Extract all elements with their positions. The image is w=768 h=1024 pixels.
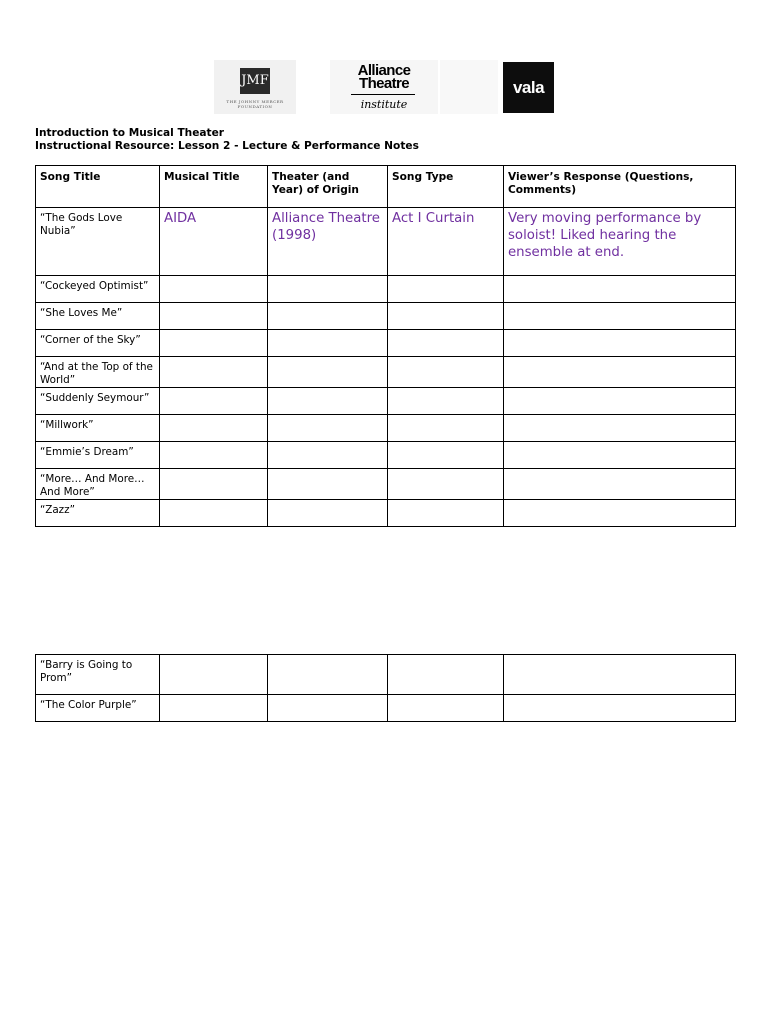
song-type-cell[interactable]: Act I Curtain: [388, 208, 504, 276]
vala-logo: vala: [503, 62, 554, 113]
column-header-musical-title: Musical Title: [160, 166, 268, 208]
table-row: [36, 276, 736, 303]
table-row: [36, 500, 736, 527]
table-row: [36, 469, 736, 500]
jmf-monogram: JMF: [240, 68, 270, 94]
musical-title-cell[interactable]: [160, 442, 268, 469]
course-title: Introduction to Musical Theater: [35, 127, 225, 139]
alliance-logo-rule: [351, 94, 415, 95]
musical-title-cell[interactable]: [160, 469, 268, 500]
logo-spacer: [440, 60, 498, 114]
table-row: [36, 303, 736, 330]
table-row: [36, 695, 736, 722]
song-type-cell[interactable]: [388, 330, 504, 357]
viewer-response-cell[interactable]: [504, 303, 736, 330]
jmf-subtitle: THE JOHNNY MERCER FOUNDATION: [226, 99, 284, 109]
theater-origin-cell[interactable]: [268, 276, 388, 303]
performance-notes-table-continued: [35, 654, 736, 722]
theater-origin-cell[interactable]: [268, 357, 388, 388]
musical-title-cell[interactable]: [160, 415, 268, 442]
theater-origin-cell[interactable]: [268, 330, 388, 357]
table-row: [36, 388, 736, 415]
musical-title-cell[interactable]: [160, 388, 268, 415]
resource-subtitle: Instructional Resource: Lesson 2 - Lecture & Performance Notes: [35, 140, 419, 152]
song-title-cell: “She Loves Me”: [36, 303, 160, 330]
table-row: [36, 655, 736, 695]
alliance-logo-tagline: institute: [360, 98, 408, 111]
song-title-cell: “The Gods Love Nubia”: [36, 208, 160, 276]
song-title-cell: “And at the Top of the World”: [36, 357, 160, 388]
viewer-response-cell[interactable]: [504, 388, 736, 415]
performance-notes-table: [35, 165, 736, 527]
viewer-response-cell[interactable]: Very moving performance by soloist! Liked hearing the ensemble at end.: [504, 208, 736, 276]
johnny-mercer-foundation-logo: [214, 60, 296, 114]
song-title-cell: “Suddenly Seymour”: [36, 388, 160, 415]
musical-title-cell[interactable]: [160, 303, 268, 330]
theater-origin-cell[interactable]: [268, 469, 388, 500]
theater-origin-cell[interactable]: [268, 695, 388, 722]
theater-origin-cell[interactable]: [268, 500, 388, 527]
table-header-row: [36, 166, 736, 208]
viewer-response-cell[interactable]: [504, 442, 736, 469]
song-type-cell[interactable]: [388, 655, 504, 695]
viewer-response-cell[interactable]: [504, 276, 736, 303]
musical-title-cell[interactable]: [160, 695, 268, 722]
song-type-cell[interactable]: [388, 303, 504, 330]
column-header-viewer-response: Viewer’s Response (Questions, Comments): [504, 166, 736, 208]
song-title-cell: “Emmie’s Dream”: [36, 442, 160, 469]
viewer-response-cell[interactable]: [504, 357, 736, 388]
viewer-response-cell[interactable]: [504, 330, 736, 357]
alliance-theatre-logo: [330, 60, 438, 114]
song-title-cell: “More… And More… And More”: [36, 469, 160, 500]
viewer-response-cell[interactable]: [504, 500, 736, 527]
table-row: [36, 330, 736, 357]
theater-origin-cell[interactable]: Alliance Theatre (1998): [268, 208, 388, 276]
song-title-cell: “Zazz”: [36, 500, 160, 527]
song-type-cell[interactable]: [388, 442, 504, 469]
viewer-response-cell[interactable]: [504, 695, 736, 722]
column-header-song-type: Song Type: [388, 166, 504, 208]
column-header-theater-origin: Theater (and Year) of Origin: [268, 166, 388, 208]
theater-origin-cell[interactable]: [268, 442, 388, 469]
song-type-cell[interactable]: [388, 415, 504, 442]
theater-origin-cell[interactable]: [268, 655, 388, 695]
logo-bar: [0, 58, 768, 118]
song-title-cell: “Barry is Going to Prom”: [36, 655, 160, 695]
musical-title-cell[interactable]: [160, 357, 268, 388]
musical-title-cell[interactable]: [160, 500, 268, 527]
theater-origin-cell[interactable]: [268, 388, 388, 415]
viewer-response-cell[interactable]: [504, 415, 736, 442]
alliance-logo-line1: Alliance: [357, 62, 411, 79]
musical-title-cell[interactable]: AIDA: [160, 208, 268, 276]
column-header-song-title: Song Title: [36, 166, 160, 208]
musical-title-cell[interactable]: [160, 276, 268, 303]
song-type-cell[interactable]: [388, 276, 504, 303]
viewer-response-cell[interactable]: [504, 655, 736, 695]
song-type-cell[interactable]: [388, 695, 504, 722]
song-title-cell: “Cockeyed Optimist”: [36, 276, 160, 303]
table-row: [36, 442, 736, 469]
song-title-cell: “Millwork”: [36, 415, 160, 442]
alliance-logo-line2: Theatre: [359, 75, 409, 92]
song-title-cell: “Corner of the Sky”: [36, 330, 160, 357]
song-title-cell: “The Color Purple”: [36, 695, 160, 722]
viewer-response-cell[interactable]: [504, 469, 736, 500]
song-type-cell[interactable]: [388, 469, 504, 500]
example-row: [36, 208, 736, 276]
table-row: [36, 357, 736, 388]
musical-title-cell[interactable]: [160, 655, 268, 695]
document-header: [35, 127, 419, 153]
song-type-cell[interactable]: [388, 500, 504, 527]
song-type-cell[interactable]: [388, 357, 504, 388]
theater-origin-cell[interactable]: [268, 303, 388, 330]
theater-origin-cell[interactable]: [268, 415, 388, 442]
song-type-cell[interactable]: [388, 388, 504, 415]
musical-title-cell[interactable]: [160, 330, 268, 357]
table-row: [36, 415, 736, 442]
